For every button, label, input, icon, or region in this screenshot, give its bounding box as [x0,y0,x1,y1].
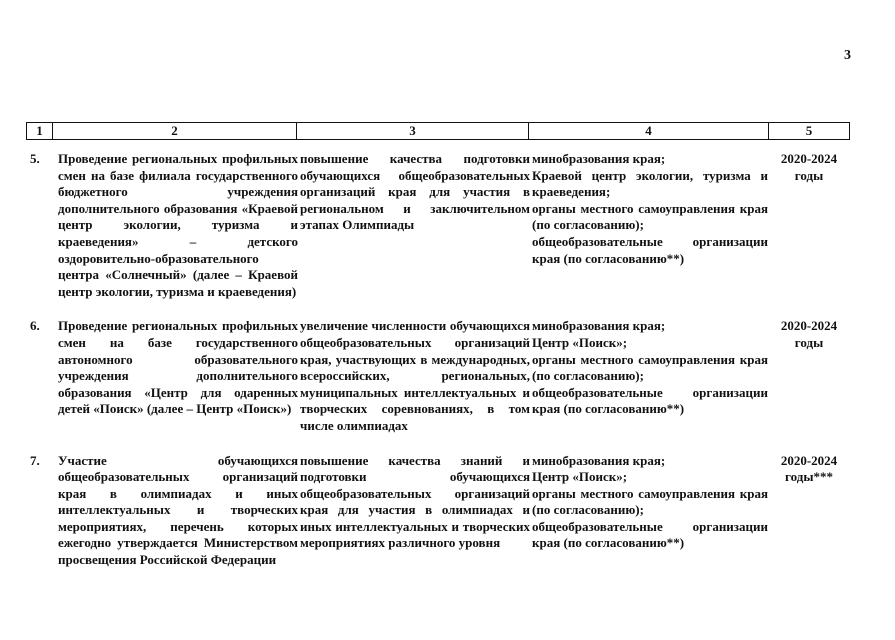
executor-line: общеобразовательные организации края (по согласованию**) [532,233,768,266]
period-cell: 2020-2024 годы [780,151,838,183]
executor-line: органы местного самоуправления края (по согласованию); [532,485,768,518]
row-number: 6. [30,318,40,334]
table-row [26,151,850,300]
period-cell: 2020-2024 годы*** [780,452,838,485]
executor-line: органы местного самоуправления края (по согласованию); [532,200,768,233]
result-cell: повышение качества подготовки обучающихся общеобразовательных организаций края для участия в региональном и заключительном этапах Олимпиады [300,151,530,233]
executor-line: Краевой центр экологии, туризма и краеведения; [532,167,768,200]
executor-line: Центр «Поиск»; [532,469,628,485]
table-row [26,318,850,434]
executor-line: минобразования края; [532,151,666,166]
executor-line: Центр «Поиск»; [532,334,628,350]
row-number: 7. [30,452,40,468]
event-cell: Проведение региональных профильных смен на базе филиала государственного бюджетного учреждения дополнительного образования «Краевой центр экологии, туризма и краеведения» – детского оздоровительно-образовательного центра «Солнечный» (далее – Краевой центр экологии, туризма и краеведения) [58,151,298,299]
period-cell: 2020-2024 годы [780,318,838,350]
page-number: 3 [844,48,851,63]
executors-cell [530,318,768,434]
header-col-5: 5 [805,123,813,138]
header-col-3: 3 [297,123,529,139]
executor-line: общеобразовательные организации края (по согласованию**) [532,384,768,417]
table-row [26,453,850,569]
table-body [26,151,850,587]
table-header [26,122,850,140]
event-cell: Проведение региональных профильных смен на базе государственного автономного образовательного учреждения дополнительного образования «Центр для одаренных детей «Поиск» (далее – Центр «Поиск») [58,318,298,417]
executors-cell [530,453,768,569]
executor-line: общеобразовательные организации края (по согласованию**) [532,518,768,551]
result-cell: увеличение численности обучающихся общеобразовательных организаций края, участвующих в международных, всероссийских, региональных, муниципальных интеллектуальных и творческих соревнованиях, в том числе олимпиадах [300,318,530,433]
header-col-2: 2 [53,123,297,139]
header-col-1: 1 [27,123,53,139]
result-cell: повышение качества знаний и подготовки обучающихся общеобразовательных организаций края для участия в олимпиадах и иных интеллектуальных и творческих мероприятиях различного уровня [300,452,530,551]
executor-line: минобразования края; [532,318,666,334]
header-col-4: 4 [529,123,769,139]
executor-line: минобразования края; [532,452,666,468]
executors-cell [530,151,768,300]
row-number: 5. [30,151,40,166]
event-cell: Участие обучающихся общеобразовательных организаций края в олимпиадах и иных интеллектуальных и творческих мероприятиях, перечень которых ежегодно утверждается Министерством просвещения Российской Федерации [58,452,298,568]
executor-line: органы местного самоуправления края (по согласованию); [532,351,768,384]
